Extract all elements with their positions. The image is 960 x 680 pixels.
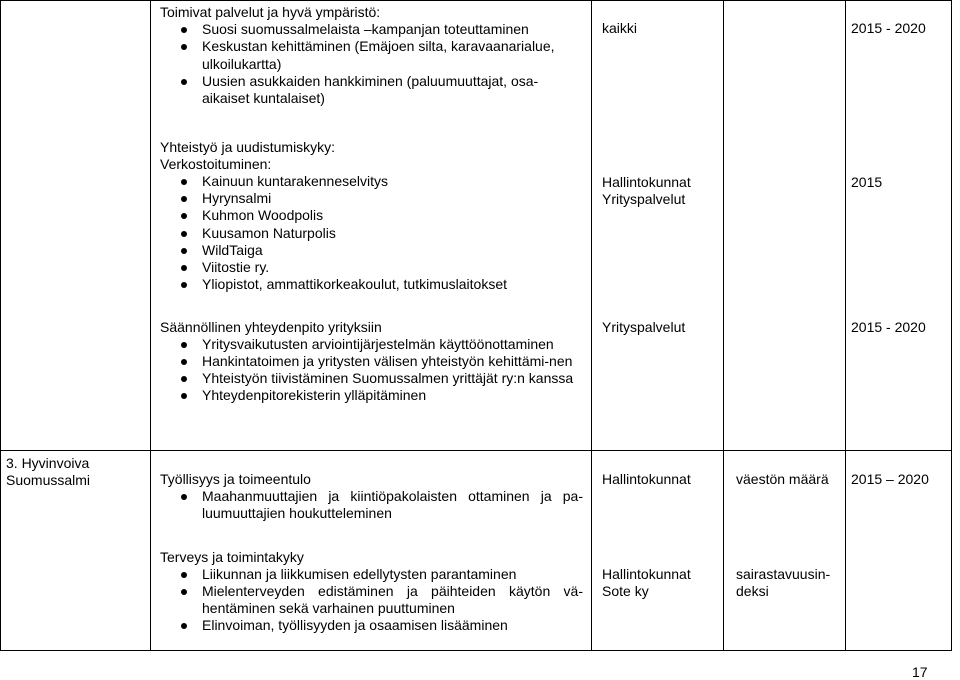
bullet-icon [181, 213, 187, 219]
content-cell [151, 1, 592, 116]
responsible-text: Hallintokunnat [602, 173, 691, 190]
responsible-text: Yrityspalvelut [602, 318, 686, 335]
content-cell [151, 451, 592, 543]
theme-text [1, 1, 150, 5]
table-row [1, 116, 952, 311]
content-heading: Yhteistyö ja uudistumiskyky: [160, 138, 336, 155]
content-heading: Työllisyys ja toimeentulo [160, 471, 311, 487]
schedule-text [846, 543, 951, 566]
schedule-cell [846, 451, 952, 543]
indicator-cell [724, 1, 846, 116]
schedule-text: 2015 [851, 173, 883, 190]
content-cell [151, 311, 592, 451]
bullet-icon [181, 248, 187, 254]
list-item: Suosi suomussalmelaista –kampanjan toteuttaminen [160, 21, 583, 38]
responsible-text: kaikki [602, 20, 638, 36]
bullet-icon [181, 44, 187, 50]
bullet-icon [181, 342, 187, 348]
table-row [1, 543, 952, 651]
bullet-icon [181, 393, 187, 399]
schedule-text: 2015 - 2020 [851, 318, 926, 335]
table-row [1, 451, 952, 543]
bullet-icon [181, 376, 187, 382]
schedule-cell [846, 116, 952, 311]
bullet-list [160, 566, 583, 635]
list-item: Kainuun kuntarakenneselvitys [160, 173, 583, 190]
schedule-text: 2015 - 2020 [851, 20, 926, 36]
table-row [1, 1, 952, 116]
list-item: Elinvoiman, työllisyyden ja osaamisen lisääminen [160, 617, 583, 634]
responsible-cell [592, 116, 724, 311]
bullet-icon [181, 79, 187, 85]
responsible-cell [592, 451, 724, 543]
bullet-icon [181, 27, 187, 33]
schedule-cell [846, 543, 952, 651]
content-cell [151, 116, 592, 311]
indicator-text: väestön määrä [736, 471, 829, 487]
list-item: Hyrynsalmi [160, 190, 583, 207]
responsible-text: Yrityspalvelut [602, 190, 686, 207]
bullet-icon [181, 359, 187, 365]
indicator-text: sairastavuusin-deksi [736, 565, 831, 599]
content-cell [151, 543, 592, 651]
bullet-icon [181, 623, 187, 629]
bullet-list [160, 488, 583, 522]
theme-text: 3. Hyvinvoiva Suomussalmi [6, 455, 91, 489]
schedule-text: 2015 – 2020 [851, 471, 929, 487]
theme-cell [1, 1, 151, 116]
list-item: Hankintatoimen ja yritysten välisen yhteistyön kehittämi-nen [160, 353, 583, 370]
theme-cell [1, 311, 151, 451]
content-heading: Säännöllinen yhteydenpito yrityksiin [160, 318, 382, 335]
list-item: Keskustan kehittäminen (Emäjoen silta, karavaanarialue, ulkoilukartta) [160, 38, 583, 72]
theme-cell [1, 543, 151, 651]
list-item: Yliopistot, ammattikorkeakoulut, tutkimuslaitokset [160, 276, 583, 293]
bullet-icon [181, 282, 187, 288]
bullet-icon [181, 196, 187, 202]
responsible-cell [592, 311, 724, 451]
bullet-list [160, 173, 583, 293]
bullet-list [160, 21, 583, 107]
responsible-cell [592, 543, 724, 651]
list-item: Mielenterveyden edistäminen ja päihteiden käytön vä-hentäminen sekä varhainen puuttuminen [160, 583, 583, 617]
indicator-cell [724, 451, 846, 543]
responsible-text: Hallintokunnat [602, 471, 691, 487]
bullet-list [160, 336, 583, 405]
indicator-cell [724, 543, 846, 651]
bullet-icon [181, 231, 187, 237]
theme-cell [1, 116, 151, 311]
responsible-text: Hallintokunnat [602, 565, 691, 582]
bullet-icon [181, 494, 187, 500]
content-heading: Terveys ja toimintakyky [160, 548, 304, 565]
list-item: Yritysvaikutusten arviointijärjestelmän käyttöönottaminen [160, 336, 583, 353]
list-item: Yhteydenpitorekisterin ylläpitäminen [160, 387, 583, 404]
schedule-cell [846, 1, 952, 116]
bullet-icon [181, 265, 187, 271]
list-item: Maahanmuuttajien ja kiintiöpakolaisten ottaminen ja pa-luumuuttajien houkutteleminen [160, 488, 583, 522]
page-number: 17 [912, 664, 928, 680]
list-item: Kuusamon Naturpolis [160, 225, 583, 242]
list-item: Liikunnan ja liikkumisen edellytysten parantaminen [160, 566, 583, 583]
list-item: Kuhmon Woodpolis [160, 207, 583, 224]
table-row [1, 311, 952, 451]
bullet-icon [181, 572, 187, 578]
list-item: Uusien asukkaiden hankkiminen (paluumuuttajat, osa-aikaiset kuntalaiset) [160, 73, 583, 107]
indicator-cell [724, 116, 846, 311]
list-item: Viitostie ry. [160, 259, 583, 276]
bullet-icon [181, 179, 187, 185]
content-heading: Toimivat palvelut ja hyvä ympäristö: [160, 4, 381, 20]
responsible-cell [592, 1, 724, 116]
indicator-cell [724, 311, 846, 451]
list-item: Yhteistyön tiivistäminen Suomussalmen yrittäjät ry:n kanssa [160, 370, 583, 387]
theme-cell [1, 451, 151, 543]
schedule-cell [846, 311, 952, 451]
bullet-icon [181, 589, 187, 595]
list-item: WildTaiga [160, 242, 583, 259]
content-subheading: Verkostoituminen: [160, 155, 272, 172]
responsible-text: Sote ky [602, 582, 649, 599]
